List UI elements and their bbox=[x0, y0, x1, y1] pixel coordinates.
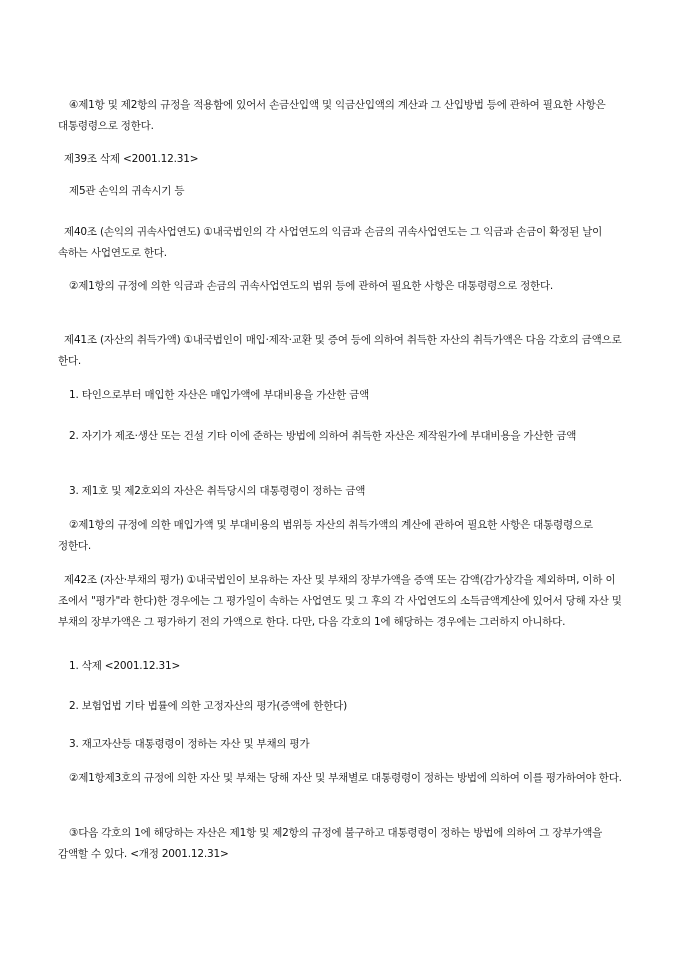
list-item-42-3: 3. 재고자산등 대통령령이 정하는 자산 및 부채의 평가 bbox=[69, 738, 310, 750]
list-item-42-2: 2. 보험업법 기타 법률에 의한 고정자산의 평가(증액에 한한다) bbox=[69, 700, 348, 712]
paragraph-article41-item2: ②제1항의 규정에 의한 매입가액 및 부대비용의 범위등 자산의 취득가액의 계산에 관하여 필요한 사항은 대통령령으로 정한다. bbox=[58, 519, 593, 552]
list-item-41-2: 2. 자기가 제조·생산 또는 건설 기타 이에 준하는 방법에 의하여 취득한 자산은 제작원가에 부대비용을 가산한 금액 bbox=[69, 430, 577, 442]
paragraph-article39: 제39조 삭제 <2001.12.31> bbox=[64, 153, 199, 165]
paragraph-article42-item2: ②제1항제3호의 규정에 의한 자산 및 부채는 당해 자산 및 부채별로 대통령령이 정하는 방법에 의하여 이를 평가하여야 한다. bbox=[69, 772, 622, 784]
paragraph-article42-item1: 제42조 (자산·부채의 평가) ①내국법인이 보유하는 자산 및 부채의 장부가액을 증액 또는 감액(감가상각을 제외하며, 이하 이 조에서 "평가"라 한다)한 경우에는 그 평가일이 속하는 사업연도 및 그 후의 각 사업연도의 소득금액계산에 있어서 당해 자산 및 부채의 장부가액은 그 평가하기 전의 가액으로 한다. 다만, 다음 각호의 1에 해당하는 경우에는 그러하지 아니하다. bbox=[58, 574, 622, 628]
list-item-41-3: 3. 제1호 및 제2호외의 자산은 취득당시의 대통령령이 정하는 금액 bbox=[69, 485, 366, 497]
paragraph-article38-item4: ④제1항 및 제2항의 규정을 적용함에 있어서 손금산입액 및 익금산입액의 계산과 그 산입방법 등에 관하여 필요한 사항은 대통령령으로 정한다. bbox=[58, 99, 606, 132]
paragraph-article40-item2: ②제1항의 규정에 의한 익금과 손금의 귀속사업연도의 범위 등에 관하여 필요한 사항은 대통령령으로 정한다. bbox=[69, 280, 554, 292]
paragraph-article41-item1: 제41조 (자산의 취득가액) ①내국법인이 매입·제작·교환 및 증여 등에 의하여 취득한 자산의 취득가액은 다음 각호의 금액으로 한다. bbox=[58, 334, 622, 367]
list-item-42-1: 1. 삭제 <2001.12.31> bbox=[69, 660, 181, 672]
list-item-41-1: 1. 타인으로부터 매입한 자산은 매입가액에 부대비용을 가산한 금액 bbox=[69, 389, 370, 401]
section-heading-5: 제5관 손익의 귀속시기 등 bbox=[69, 185, 185, 197]
paragraph-article40-item1: 제40조 (손익의 귀속사업연도) ①내국법인의 각 사업연도의 익금과 손금의 귀속사업연도는 그 익금과 손금이 확정된 날이 속하는 사업연도로 한다. bbox=[58, 226, 603, 259]
paragraph-article42-item3: ③다음 각호의 1에 해당하는 자산은 제1항 및 제2항의 규정에 불구하고 대통령령이 정하는 방법에 의하여 그 장부가액을 감액할 수 있다. <개정 2001.12.31> bbox=[58, 827, 603, 860]
